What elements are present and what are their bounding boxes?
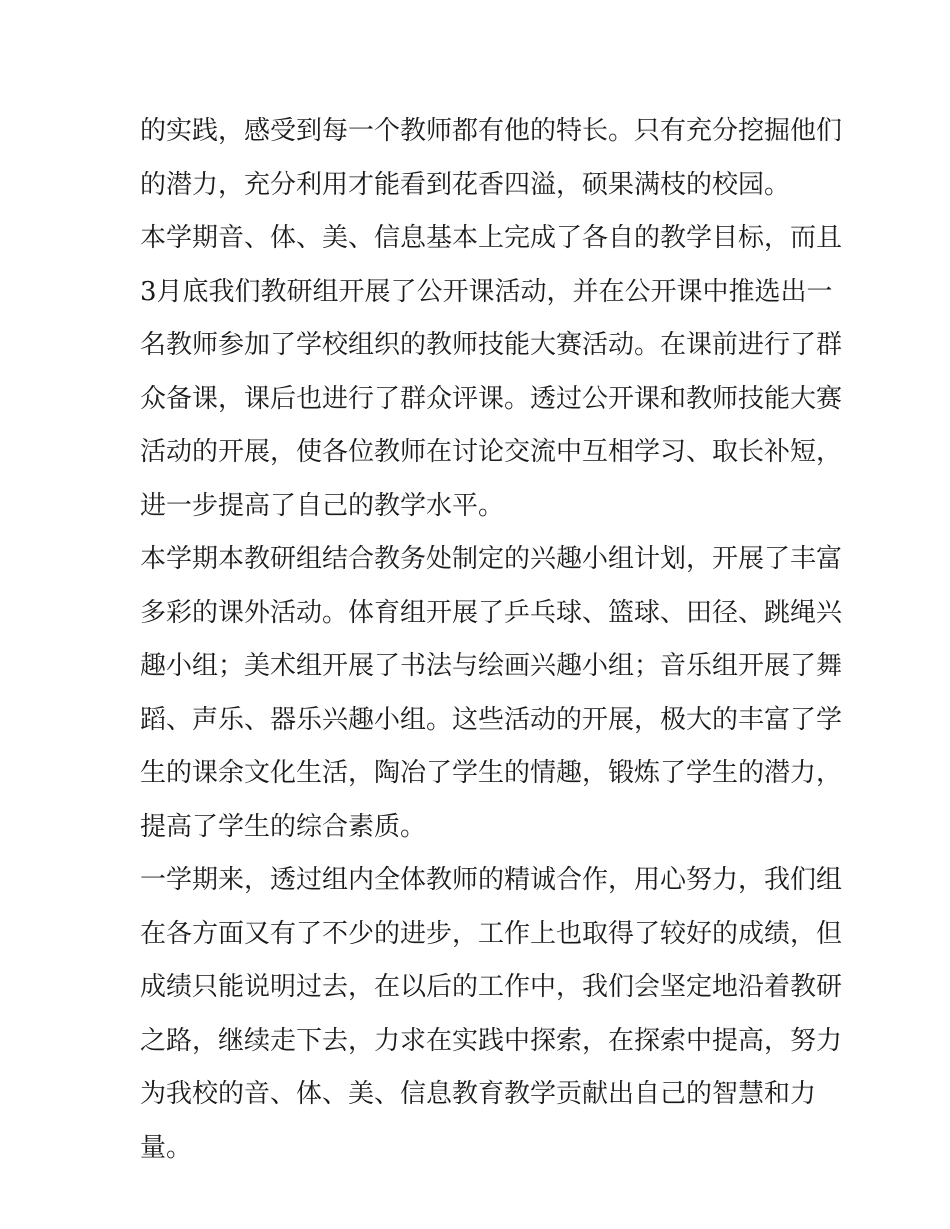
text-line: 为我校的音、体、美、信息教育教学贡献出自己的智慧和力	[140, 1079, 817, 1109]
text-line: 生的课余文化生活，陶冶了学生的情趣，锻炼了学生的潜力，	[140, 758, 843, 788]
text-line: 众备课，课后也进行了群众评课。透过公开课和教师技能大赛	[140, 383, 843, 414]
text-line: 成绩只能说明过去，在以后的工作中，我们会坚定地沿着教研	[140, 972, 843, 1002]
text-line: 活动的开展，使各位教师在讨论交流中互相学习、取长补短，	[140, 437, 843, 467]
text-line: 趣小组；美术组开展了书法与绘画兴趣小组；音乐组开展了舞	[140, 651, 843, 681]
body-text	[140, 105, 843, 1175]
text-line: 的实践，感受到每一个教师都有他的特长。只有充分挖掘他们	[140, 116, 843, 146]
text-line: 3月底我们教研组开展了公开课活动，并在公开课中推选出一	[140, 276, 833, 307]
text-line: 本学期本教研组结合教务处制定的兴趣小组计划，开展了丰富	[140, 544, 843, 574]
text-line: 提高了学生的综合素质。	[140, 811, 427, 842]
text-line: 量。	[140, 1132, 193, 1163]
text-line: 名教师参加了学校组织的教师技能大赛活动。在课前进行了群	[140, 330, 843, 360]
text-line: 之路，继续走下去，力求在实践中探索，在探索中提高，努力	[140, 1025, 843, 1056]
text-line: 进一步提高了自己的教学水平。	[140, 490, 505, 521]
text-line: 在各方面又有了不少的进步，工作上也取得了较好的成绩，但	[140, 918, 843, 949]
text-line: 的潜力，充分利用才能看到花香四溢，硕果满枝的校园。	[140, 169, 791, 200]
text-line: 蹈、声乐、器乐兴趣小组。这些活动的开展，极大的丰富了学	[140, 704, 843, 735]
text-line: 本学期音、体、美、信息基本上完成了各自的教学目标，而且	[140, 223, 843, 253]
text-line: 多彩的课外活动。体育组开展了乒乓球、篮球、田径、跳绳兴	[140, 597, 843, 628]
text-line: 一学期来，透过组内全体教师的精诚合作，用心努力，我们组	[140, 865, 843, 895]
